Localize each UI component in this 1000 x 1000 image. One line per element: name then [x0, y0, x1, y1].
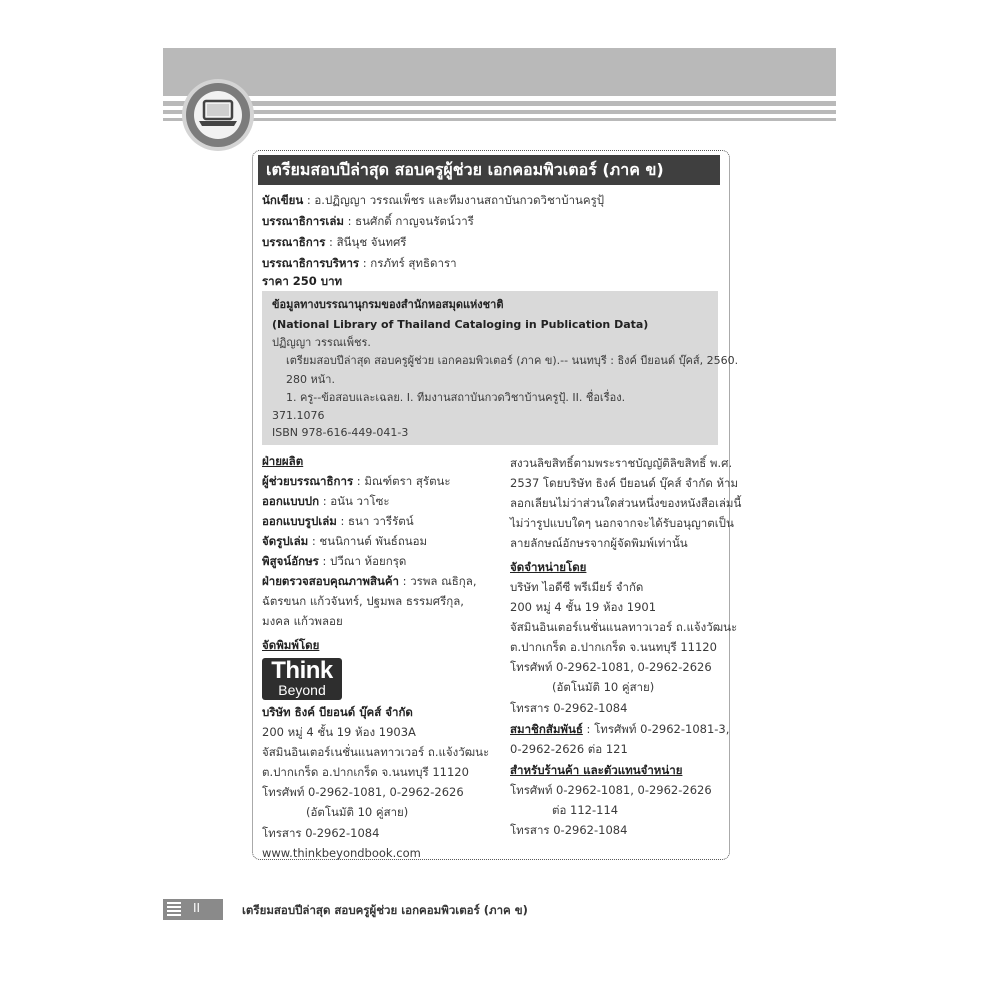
- stores-fax: โทรสาร 0-2962-1084: [510, 823, 628, 837]
- production-row: ออกแบบรูปเล่ม : ธนา วารีรัตน์: [262, 514, 414, 528]
- cip-box: [262, 291, 739, 445]
- distributor-line: 200 หมู่ 4 ชั้น 19 ห้อง 1901: [510, 600, 657, 614]
- production-row: พิสูจน์อักษร : ปวีณา ห้อยกรุด: [262, 554, 407, 568]
- cip-line: 1. ครู--ข้อสอบและเฉลย. I. ทีมงานสถาบันกวดวิชาบ้านครูปุ้. II. ชื่อเรื่อง.: [286, 391, 626, 404]
- header-stripe: [163, 110, 836, 114]
- publisher-address: 200 หมู่ 4 ชั้น 19 ห้อง 1903A: [262, 725, 416, 739]
- copyright-line: ลอกเลียนไม่ว่าส่วนใดส่วนหนึ่งของหนังสือเล่มนี้: [510, 496, 742, 510]
- cip-heading: ข้อมูลทางบรรณานุกรมของสำนักหอสมุดแห่งชาติ: [272, 298, 504, 311]
- book-title: เตรียมสอบปีล่าสุด สอบครูผู้ช่วย เอกคอมพิวเตอร์ (ภาค ข): [258, 155, 720, 185]
- price: ราคา 250 บาท: [262, 274, 343, 288]
- page-number: II: [193, 901, 201, 915]
- publisher-company: บริษัท ธิงค์ บียอนด์ บุ๊คส์ จำกัด: [262, 705, 413, 719]
- production-heading: ฝ่ายผลิต: [262, 454, 304, 468]
- production-qc-cont: ฉัตรขนก แก้วจันทร์, ปฐมพล ธรรมศรีกุล,: [262, 594, 464, 608]
- publisher-phone-note: (อัตโนมัติ 10 คู่สาย): [306, 805, 409, 819]
- credit-editor: บรรณาธิการ : สินีนุช จันทศรี: [262, 235, 407, 249]
- production-row: ออกแบบปก : อนัน วาโซะ: [262, 494, 390, 508]
- copyright-line: สงวนลิขสิทธิ์ตามพระราชบัญญัติลิขสิทธิ์ พ.ศ.: [510, 456, 733, 470]
- think-beyond-logo: Think Beyond: [262, 658, 342, 700]
- distributor-phone: โทรศัพท์ 0-2962-1081, 0-2962-2626: [510, 660, 712, 674]
- header-stripe: [163, 101, 836, 106]
- production-row: จัดรูปเล่ม : ชนนิกานต์ พันธ์ถนอม: [262, 534, 428, 548]
- laptop-badge: [186, 83, 250, 147]
- footer-page-tab: [163, 899, 223, 920]
- header-band: [163, 48, 836, 96]
- stores-phone: โทรศัพท์ 0-2962-1081, 0-2962-2626: [510, 783, 712, 797]
- copyright-line: ลายลักษณ์อักษรจากผู้จัดพิมพ์เท่านั้น: [510, 536, 688, 550]
- cip-isbn: ISBN 978-616-449-041-3: [272, 426, 409, 439]
- production-qc-cont: มงคล แก้วพลอย: [262, 614, 343, 628]
- publisher-phone: โทรศัพท์ 0-2962-1081, 0-2962-2626: [262, 785, 464, 799]
- membership-cont: 0-2962-2626 ต่อ 121: [510, 742, 628, 756]
- distributor-line: จัสมินอินเตอร์เนชั่นแนลทาวเวอร์ ถ.แจ้งวัฒนะ: [510, 620, 738, 634]
- production-row: ฝ่ายตรวจสอบคุณภาพสินค้า : วรพล ณธิกุล,: [262, 574, 477, 588]
- publisher-address: จัสมินอินเตอร์เนชั่นแนลทาวเวอร์ ถ.แจ้งวัฒนะ: [262, 745, 490, 759]
- credit-author: นักเขียน : อ.ปฏิญญา วรรณเพ็ชร และทีมงานสถาบันกวดวิชาบ้านครูปุ้: [262, 193, 605, 207]
- stores-ext: ต่อ 112-114: [552, 803, 619, 817]
- distributor-line: บริษัท ไอดีซี พรีเมียร์ จำกัด: [510, 580, 644, 594]
- credit-editor-volume: บรรณาธิการเล่ม : ธนศักดิ์ กาญจนรัตน์วารี: [262, 214, 474, 228]
- distributor-fax: โทรสาร 0-2962-1084: [510, 701, 628, 715]
- cip-line: 371.1076: [272, 409, 325, 422]
- stripes-icon: [167, 902, 181, 917]
- cip-heading-en: (National Library of Thailand Cataloging in Publication Data): [272, 318, 649, 331]
- stores-heading: สำหรับร้านค้า และตัวแทนจำหน่าย: [510, 763, 683, 777]
- distributor-heading: จัดจำหน่ายโดย: [510, 560, 587, 574]
- publisher-fax: โทรสาร 0-2962-1084: [262, 826, 380, 840]
- production-row: ผู้ช่วยบรรณาธิการ : มิณฑ์ตรา สุรัตนะ: [262, 474, 451, 488]
- cip-line: เตรียมสอบปีล่าสุด สอบครูผู้ช่วย เอกคอมพิวเตอร์ (ภาค ข).-- นนทบุรี : ธิงค์ บียอนด์ บุ๊คส์, 2560.: [286, 354, 739, 367]
- distributor-phone-note: (อัตโนมัติ 10 คู่สาย): [552, 680, 655, 694]
- footer-title: เตรียมสอบปีล่าสุด สอบครูผู้ช่วย เอกคอมพิวเตอร์ (ภาค ข): [242, 903, 528, 917]
- copyright-line: ไม่ว่ารูปแบบใดๆ นอกจากจะได้รับอนุญาตเป็น: [510, 516, 734, 530]
- distributor-line: ต.ปากเกร็ด อ.ปากเกร็ด จ.นนทบุรี 11120: [510, 640, 717, 654]
- header-stripe: [163, 118, 836, 121]
- publisher-website[interactable]: www.thinkbeyondbook.com: [262, 846, 421, 860]
- laptop-icon: [194, 93, 242, 133]
- membership-line: สมาชิกสัมพันธ์ : โทรศัพท์ 0-2962-1081-3,: [510, 722, 730, 736]
- cip-line: ปฏิญญา วรรณเพ็ชร.: [272, 336, 371, 349]
- publisher-address: ต.ปากเกร็ด อ.ปากเกร็ด จ.นนทบุรี 11120: [262, 765, 469, 779]
- cip-line: 280 หน้า.: [286, 373, 335, 386]
- copyright-line: 2537 โดยบริษัท ธิงค์ บียอนด์ บุ๊คส์ จำกัด ห้าม: [510, 476, 739, 490]
- credit-managing-editor: บรรณาธิการบริหาร : กรภัทร์ สุทธิดารา: [262, 256, 457, 270]
- printed-by-heading: จัดพิมพ์โดย: [262, 638, 320, 652]
